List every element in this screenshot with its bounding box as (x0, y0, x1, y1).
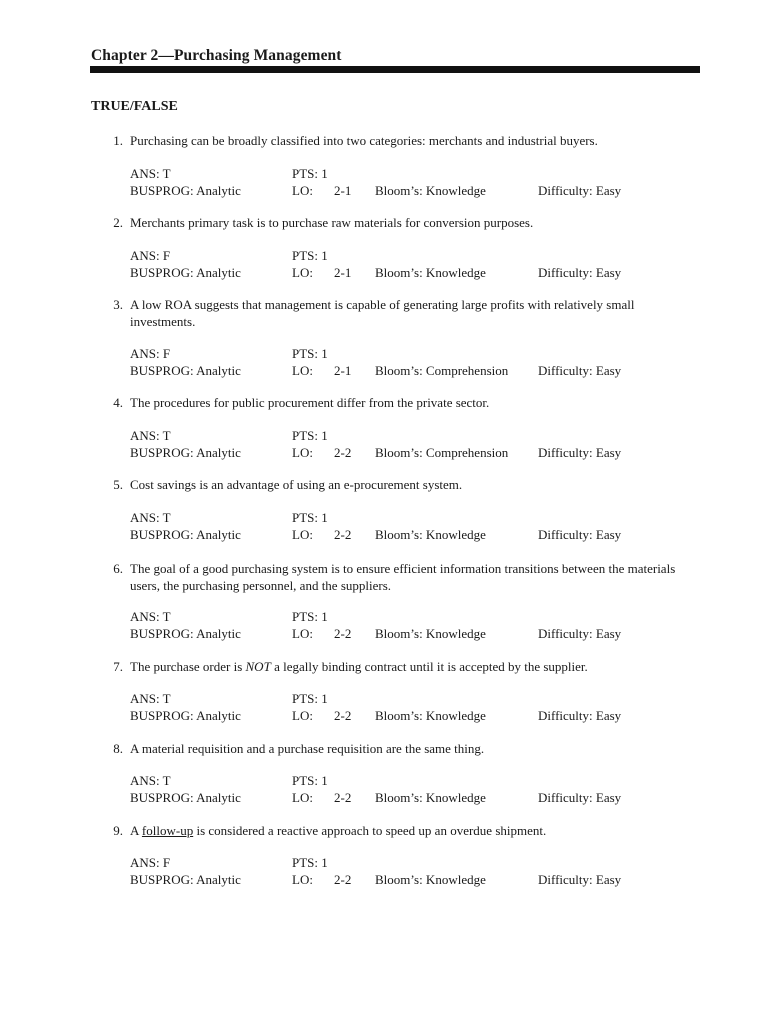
question-number: 5. (113, 477, 123, 492)
question-text: The procedures for public procurement differ from the private sector. (130, 395, 490, 410)
chapter-title: Chapter 2—Purchasing Management (91, 47, 342, 64)
answer-value: ANS: T (130, 609, 171, 624)
question-number: 7. (113, 659, 123, 674)
lo-label: LO: (292, 708, 313, 723)
question-text: The purchase order is NOT a legally binding contract until it is accepted by the supplier. (130, 659, 588, 674)
points-value: PTS: 1 (292, 428, 328, 443)
question-text: Merchants primary task is to purchase raw materials for conversion purposes. (130, 215, 534, 230)
bloom-value: Bloom’s: Comprehension (375, 445, 509, 460)
busprog-value: BUSPROG: Analytic (130, 265, 241, 280)
lo-value: 2-1 (334, 183, 352, 198)
question-text: Cost savings is an advantage of using an e-procurement system. (130, 477, 463, 492)
difficulty-value: Difficulty: Easy (538, 790, 622, 805)
lo-label: LO: (292, 527, 313, 542)
answer-row (0, 854, 768, 871)
meta-row (0, 625, 768, 642)
question-number: 4. (113, 395, 123, 410)
bloom-value: Bloom’s: Knowledge (375, 790, 486, 805)
meta-row (0, 264, 768, 281)
points-value: PTS: 1 (292, 691, 328, 706)
question-text: Purchasing can be broadly classified into two categories: merchants and industrial buyers. (130, 133, 598, 148)
busprog-value: BUSPROG: Analytic (130, 445, 241, 460)
question-number: 3. (113, 297, 123, 312)
difficulty-value: Difficulty: Easy (538, 363, 622, 378)
answer-value: ANS: T (130, 510, 171, 525)
meta-row (0, 789, 768, 806)
bloom-value: Bloom’s: Comprehension (375, 363, 509, 378)
answer-value: ANS: T (130, 166, 171, 181)
title-rule (90, 66, 700, 73)
difficulty-value: Difficulty: Easy (538, 265, 622, 280)
points-value: PTS: 1 (292, 166, 328, 181)
meta-row (0, 362, 768, 379)
difficulty-value: Difficulty: Easy (538, 708, 622, 723)
answer-row (0, 427, 768, 444)
points-value: PTS: 1 (292, 855, 328, 870)
answer-value: ANS: F (130, 248, 171, 263)
answer-value: ANS: F (130, 855, 171, 870)
lo-label: LO: (292, 626, 313, 641)
lo-label: LO: (292, 183, 313, 198)
bloom-value: Bloom’s: Knowledge (375, 527, 486, 542)
question-text: A follow-up is considered a reactive approach to speed up an overdue shipment. (130, 823, 547, 838)
meta-row (0, 526, 768, 543)
points-value: PTS: 1 (292, 248, 328, 263)
lo-label: LO: (292, 363, 313, 378)
difficulty-value: Difficulty: Easy (538, 872, 622, 887)
answer-row (0, 509, 768, 526)
meta-row (0, 444, 768, 461)
answer-value: ANS: T (130, 773, 171, 788)
meta-row (0, 707, 768, 724)
lo-value: 2-1 (334, 265, 352, 280)
lo-label: LO: (292, 790, 313, 805)
points-value: PTS: 1 (292, 773, 328, 788)
question-number: 8. (113, 741, 123, 756)
busprog-value: BUSPROG: Analytic (130, 872, 241, 887)
answer-row (0, 690, 768, 707)
lo-label: LO: (292, 445, 313, 460)
busprog-value: BUSPROG: Analytic (130, 527, 241, 542)
busprog-value: BUSPROG: Analytic (130, 183, 241, 198)
bloom-value: Bloom’s: Knowledge (375, 872, 486, 887)
question-text: A low ROA suggests that management is capable of generating large profits with relatively small investments. (130, 297, 635, 329)
question-number: 6. (113, 561, 123, 576)
bloom-value: Bloom’s: Knowledge (375, 626, 486, 641)
question-text: The goal of a good purchasing system is to ensure efficient information transitions between the materials users, the purchasing personnel, and the suppliers. (130, 561, 676, 593)
section-title: TRUE/FALSE (91, 99, 178, 114)
lo-value: 2-1 (334, 363, 352, 378)
bloom-value: Bloom’s: Knowledge (375, 183, 486, 198)
question-text: A material requisition and a purchase requisition are the same thing. (130, 741, 485, 756)
bloom-value: Bloom’s: Knowledge (375, 265, 486, 280)
points-value: PTS: 1 (292, 346, 328, 361)
answer-value: ANS: T (130, 428, 171, 443)
lo-value: 2-2 (334, 790, 352, 805)
meta-row (0, 871, 768, 888)
answer-row (0, 247, 768, 264)
meta-row (0, 182, 768, 199)
busprog-value: BUSPROG: Analytic (130, 790, 241, 805)
answer-row (0, 165, 768, 182)
lo-value: 2-2 (334, 708, 352, 723)
busprog-value: BUSPROG: Analytic (130, 626, 241, 641)
answer-row (0, 608, 768, 625)
bloom-value: Bloom’s: Knowledge (375, 708, 486, 723)
busprog-value: BUSPROG: Analytic (130, 363, 241, 378)
lo-value: 2-2 (334, 445, 352, 460)
points-value: PTS: 1 (292, 609, 328, 624)
difficulty-value: Difficulty: Easy (538, 445, 622, 460)
emphasis-text: NOT (245, 659, 271, 674)
answer-row (0, 345, 768, 362)
difficulty-value: Difficulty: Easy (538, 527, 622, 542)
lo-label: LO: (292, 265, 313, 280)
question-number: 9. (113, 823, 123, 838)
question-number: 1. (113, 133, 123, 148)
lo-label: LO: (292, 872, 313, 887)
points-value: PTS: 1 (292, 510, 328, 525)
difficulty-value: Difficulty: Easy (538, 626, 622, 641)
lo-value: 2-2 (334, 872, 352, 887)
busprog-value: BUSPROG: Analytic (130, 708, 241, 723)
answer-value: ANS: T (130, 691, 171, 706)
lo-value: 2-2 (334, 527, 352, 542)
question-number: 2. (113, 215, 123, 230)
answer-row (0, 772, 768, 789)
underlined-term: follow-up (141, 823, 194, 838)
answer-value: ANS: F (130, 346, 171, 361)
difficulty-value: Difficulty: Easy (538, 183, 622, 198)
lo-value: 2-2 (334, 626, 352, 641)
